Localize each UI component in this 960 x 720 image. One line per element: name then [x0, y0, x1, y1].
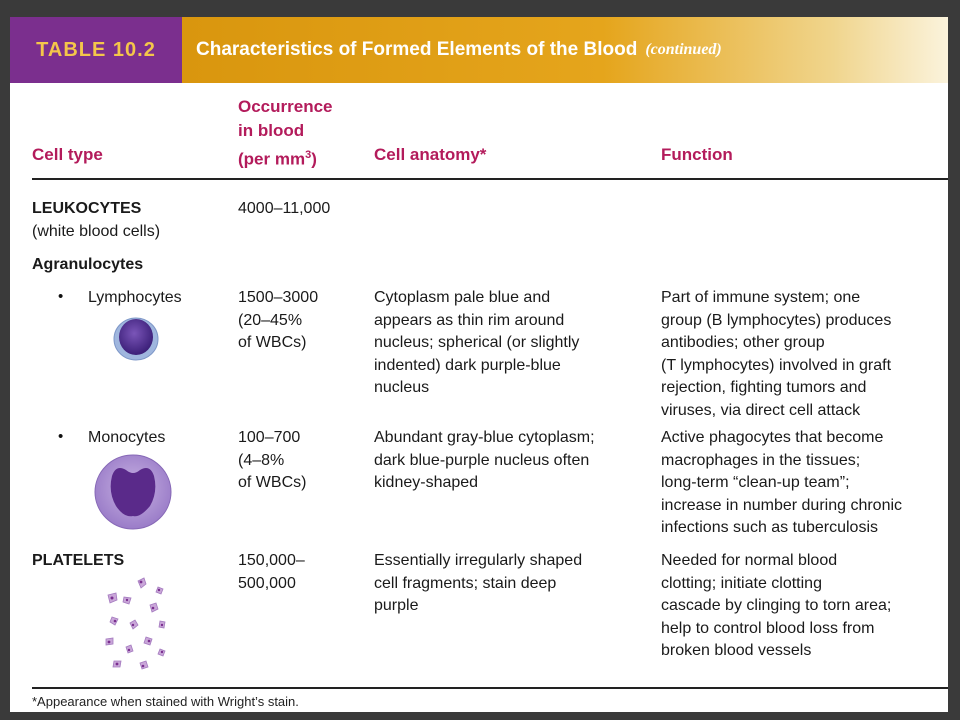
monocytes-function: Active phagocytes that become macrophages in the tissues; long-term “clean-up team”; increase in number during chronic infections such as tuberculosis [661, 429, 903, 536]
footer-rule [32, 687, 948, 689]
platelets-function: Needed for normal blood clotting; initiate clotting cascade by clinging to torn area; help to control blood loss from broken blood vessels [661, 552, 892, 659]
header-occurrence-line3: (per $mm^3$) [238, 149, 317, 169]
table-number: TABLE 10.2 [10, 17, 182, 83]
lymphocyte-image [110, 314, 162, 364]
platelets-anatomy: Essentially irregularly shaped cell fragments; stain deep purple [374, 552, 583, 614]
table-banner [10, 17, 948, 83]
header-cell-anatomy: Cell anatomy* [374, 145, 487, 164]
monocytes-label: Monocytes [88, 429, 166, 446]
header-cell-type: Cell type [32, 145, 103, 164]
header-occurrence [238, 95, 333, 172]
bullet-icon: • [58, 428, 64, 445]
bullet-icon: • [58, 288, 64, 305]
table-title-continued: (continued) [645, 41, 722, 58]
footnote: *Appearance when stained with Wright’s stain. [32, 694, 299, 709]
agranulocytes-label: Agranulocytes [32, 256, 144, 273]
monocyte-image [92, 452, 174, 532]
platelets-occurrence: 150,000– 500,000 [238, 552, 305, 592]
header-occurrence-line2: in blood [238, 121, 305, 140]
table-title-text: Characteristics of Formed Elements of the Blood [196, 39, 638, 60]
slide [10, 17, 948, 712]
monocytes-anatomy: Abundant gray-blue cytoplasm; dark blue-purple nucleus often kidney-shaped [374, 429, 595, 491]
header-function: Function [661, 145, 733, 164]
lymphocytes-function: Part of immune system; one group (B lymphocytes) produces antibodies; other group (T lymphocytes) involved in graft rejection, fighting tumors and viruses, via direct cell attack [661, 289, 892, 419]
lymphocytes-occurrence: 1500–3000 (20–45% of WBCs) [238, 289, 319, 351]
header-rule [32, 178, 948, 180]
table-title [182, 17, 948, 83]
header-occurrence-line1: Occurrence [238, 97, 333, 116]
lymphocytes-anatomy: Cytoplasm pale blue and appears as thin rim around nucleus; spherical (or slightly indented) dark purple-blue nucleus [374, 289, 580, 396]
platelets-image [90, 573, 186, 677]
platelets-label: PLATELETS [32, 552, 125, 569]
leukocytes-occurrence: 4000–11,000 [238, 200, 331, 217]
leukocytes-label: LEUKOCYTES (white blood cells) [32, 200, 161, 240]
lymphocytes-label: Lymphocytes [88, 289, 182, 306]
monocytes-occurrence: 100–700 (4–8% of WBCs) [238, 429, 307, 491]
